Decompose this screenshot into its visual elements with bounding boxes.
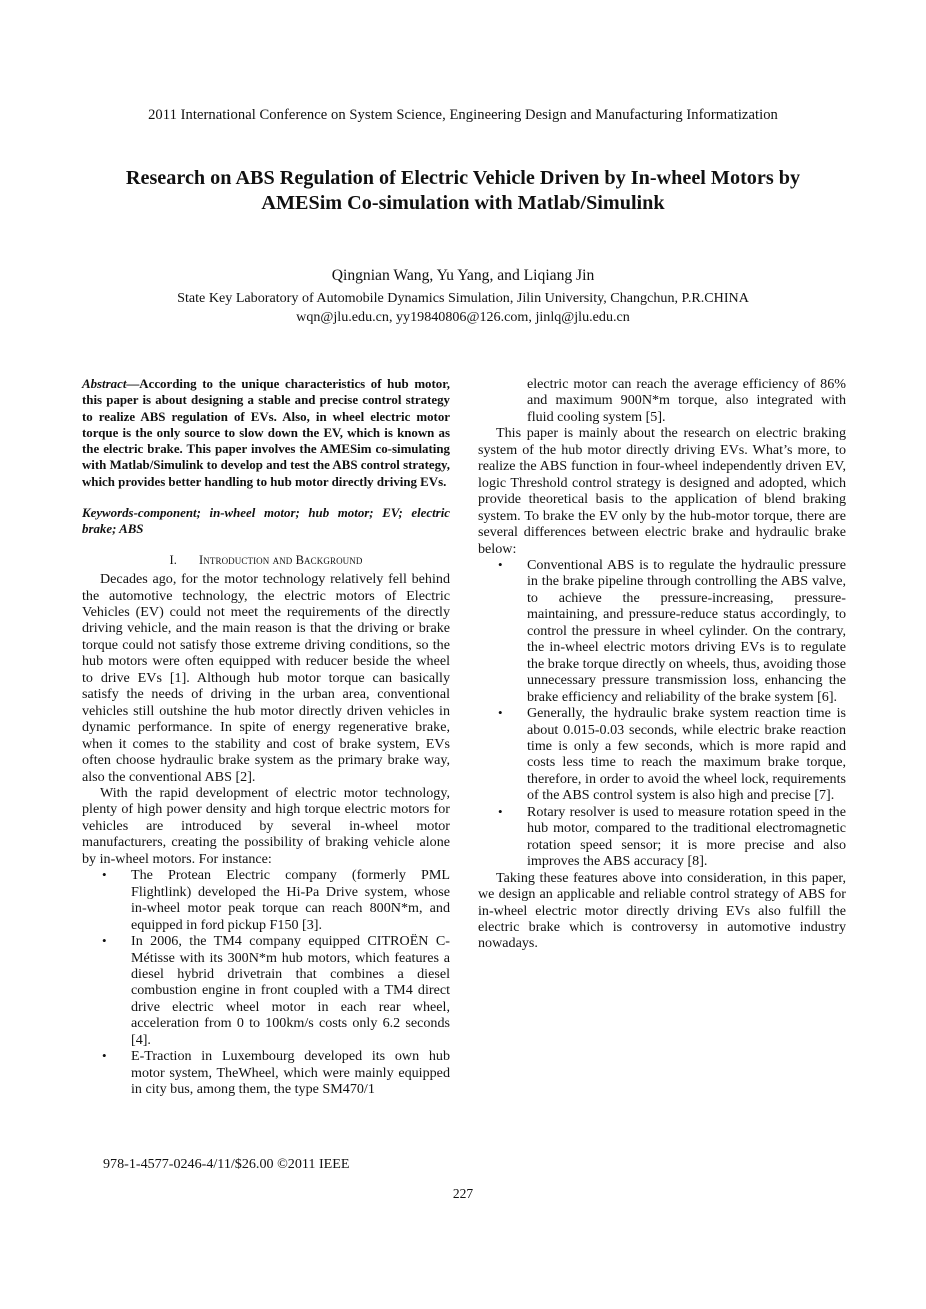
list-item-text: Rotary resolver is used to measure rotation speed in the hub motor, compared to the traditional electromagnetic rotation speed sensor; it is more precise and also improves the ABS accuracy [8]. — [527, 803, 846, 870]
intro-paragraph-1: Decades ago, for the motor technology relatively fell behind the automotive technology, the electric motors of Electric Vehicles (EV) could not meet the requirements of the directly driving vehicle, and the main reason is that the driving or brake torque could not satisfy those extreme driving conditions, so the hub motors were often equipped with reducer beside the wheel to drive EVs [1]. Although hub motor torque can basically satisfy the needs of driving in the urban area, conventional vehicles still outshine the hub motor directly driven vehicles in dynamic performance. In spite of energy regenerative brake, when it comes to the stability and cost of brake system, EVs often choose hydraulic brake system as the primary brake way, also the conventional ABS [2]. — [82, 571, 450, 785]
list-item — [478, 705, 846, 804]
bullet-icon: • — [102, 1048, 107, 1064]
paper-title — [60, 166, 866, 215]
bullet-icon: • — [498, 556, 503, 572]
section-title: Introduction and Background — [199, 552, 363, 567]
motor-examples-list — [82, 867, 450, 1097]
list-continuation-text: electric motor can reach the average efficiency of 86% and maximum 900N*m torque, also integrated with fluid cooling system [5]. — [527, 376, 846, 425]
list-item — [478, 557, 846, 705]
author-names: Qingnian Wang, Yu Yang, and Liqiang Jin — [331, 267, 595, 284]
keywords: Keywords-component; in-wheel motor; hub motor; EV; electric brake; ABS — [82, 506, 450, 537]
paper-title-line-1: Research on ABS Regulation of Electric Vehicle Driven by In-wheel Motors by — [125, 167, 801, 189]
list-item-text: Generally, the hydraulic brake system reaction time is about 0.015-0.03 seconds, while electric brake reaction time is only a few seconds, which is more rapid and costs less time to reach the maximum brake torque, therefore, in order to avoid the wheel lock, requirements of the ABS control system is also high and precise [7]. — [527, 705, 846, 804]
list-item-text: E-Traction in Luxembourg developed its own hub motor system, TheWheel, which were mainly equipped in city bus, among them, the type SM470/1 — [131, 1048, 450, 1098]
intro-paragraph-2: With the rapid development of electric motor technology, plenty of high power density and high torque electric motors for vehicles are introduced by several in-wheel motor manufacturers, creating the possibility of braking vehicle alone by in-wheel motors. For instance: — [82, 785, 450, 867]
body-paragraph-3: This paper is mainly about the research on electric braking system of the hub motor directly driving EVs. What’s more, to realize the ABS function in four-wheel independently driven EV, logic Threshold control strategy is designed and adopted, which provide theoretical basis to the application of blend braking system. To brake the EV only by the hub-motor torque, there are several differences between electric brake and hydraulic brake below: — [478, 425, 846, 557]
bullet-icon: • — [102, 867, 107, 883]
list-item — [478, 804, 846, 870]
author-affiliation: State Key Laboratory of Automobile Dynamics Simulation, Jilin University, Changchun, P.R.CHINA — [177, 290, 749, 306]
abstract-label: Abstract — [82, 377, 127, 391]
copyright-notice: 978-1-4577-0246-4/11/$26.00 ©2011 IEEE — [103, 1156, 350, 1172]
conference-header: 2011 International Conference on System Science, Engineering Design and Manufacturing Informatization — [148, 107, 778, 123]
list-item — [82, 1048, 450, 1097]
author-emails: wqn@jlu.edu.cn, yy19840806@126.com, jinlq@jlu.edu.cn — [296, 309, 630, 325]
section-heading-introduction — [82, 552, 450, 568]
list-item — [82, 933, 450, 1048]
list-continuation — [478, 376, 846, 425]
bullet-icon: • — [498, 803, 503, 819]
left-column — [82, 376, 450, 1098]
list-item-text: Conventional ABS is to regulate the hydraulic pressure in the brake pipeline through controlling the ABS valve, to achieve the pressure-increasing, pressure-maintaining, and pressure-reduce status accordingly, to control the pressure in wheel cylinder. On the contrary, the in-wheel electric motors driving EVs is to regulate the brake torque directly on wheels, thus, avoiding those unnecessary pressure transmission loss, enhancing the brake efficiency and reliability of the brake system [6]. — [527, 556, 846, 705]
abstract — [82, 376, 450, 490]
paper-title-line-2: AMESim Co-simulation with Matlab/Simulink — [261, 191, 665, 214]
bullet-icon: • — [498, 705, 503, 721]
brake-differences-list — [478, 557, 846, 870]
section-number: I. — [169, 552, 178, 567]
list-item-text: The Protean Electric company (formerly PML Flightlink) developed the Hi-Pa Drive system, whose in-wheel motor peak torque can reach 800N*m, and equipped in ford pickup F150 [3]. — [131, 867, 450, 933]
bullet-icon: • — [102, 933, 107, 949]
page-number: 227 — [452, 1186, 474, 1201]
right-column — [478, 376, 846, 952]
abstract-text: —According to the unique characteristics of hub motor, this paper is about designing a stable and precise control strategy to realize ABS regulation of EVs. Also, in wheel electric motor torque is the only source to slow down the EV, which is known as the electric brake. This paper involves the AMESim co-simulating with Matlab/Simulink to develop and test the ABS control strategy, which provides better handling to hub motor directly driving EVs. — [82, 377, 450, 489]
list-item-text: In 2006, the TM4 company equipped CITROËN C-Métisse with its 300N*m hub motors, which features a diesel hybrid drivetrain that combines a diesel combustion engine in front coupled with a TM4 direct drive electric wheel motor in each rear wheel, acceleration from 0 to 100km/s costs only 6.2 seconds [4]. — [131, 933, 450, 1048]
body-paragraph-4: Taking these features above into consideration, in this paper, we design an applicable and reliable control strategy of ABS for in-wheel electric motor directly driving EVs also fulfill the electric brake which is controversy in automotive industry nowadays. — [478, 869, 846, 952]
list-item — [82, 867, 450, 933]
